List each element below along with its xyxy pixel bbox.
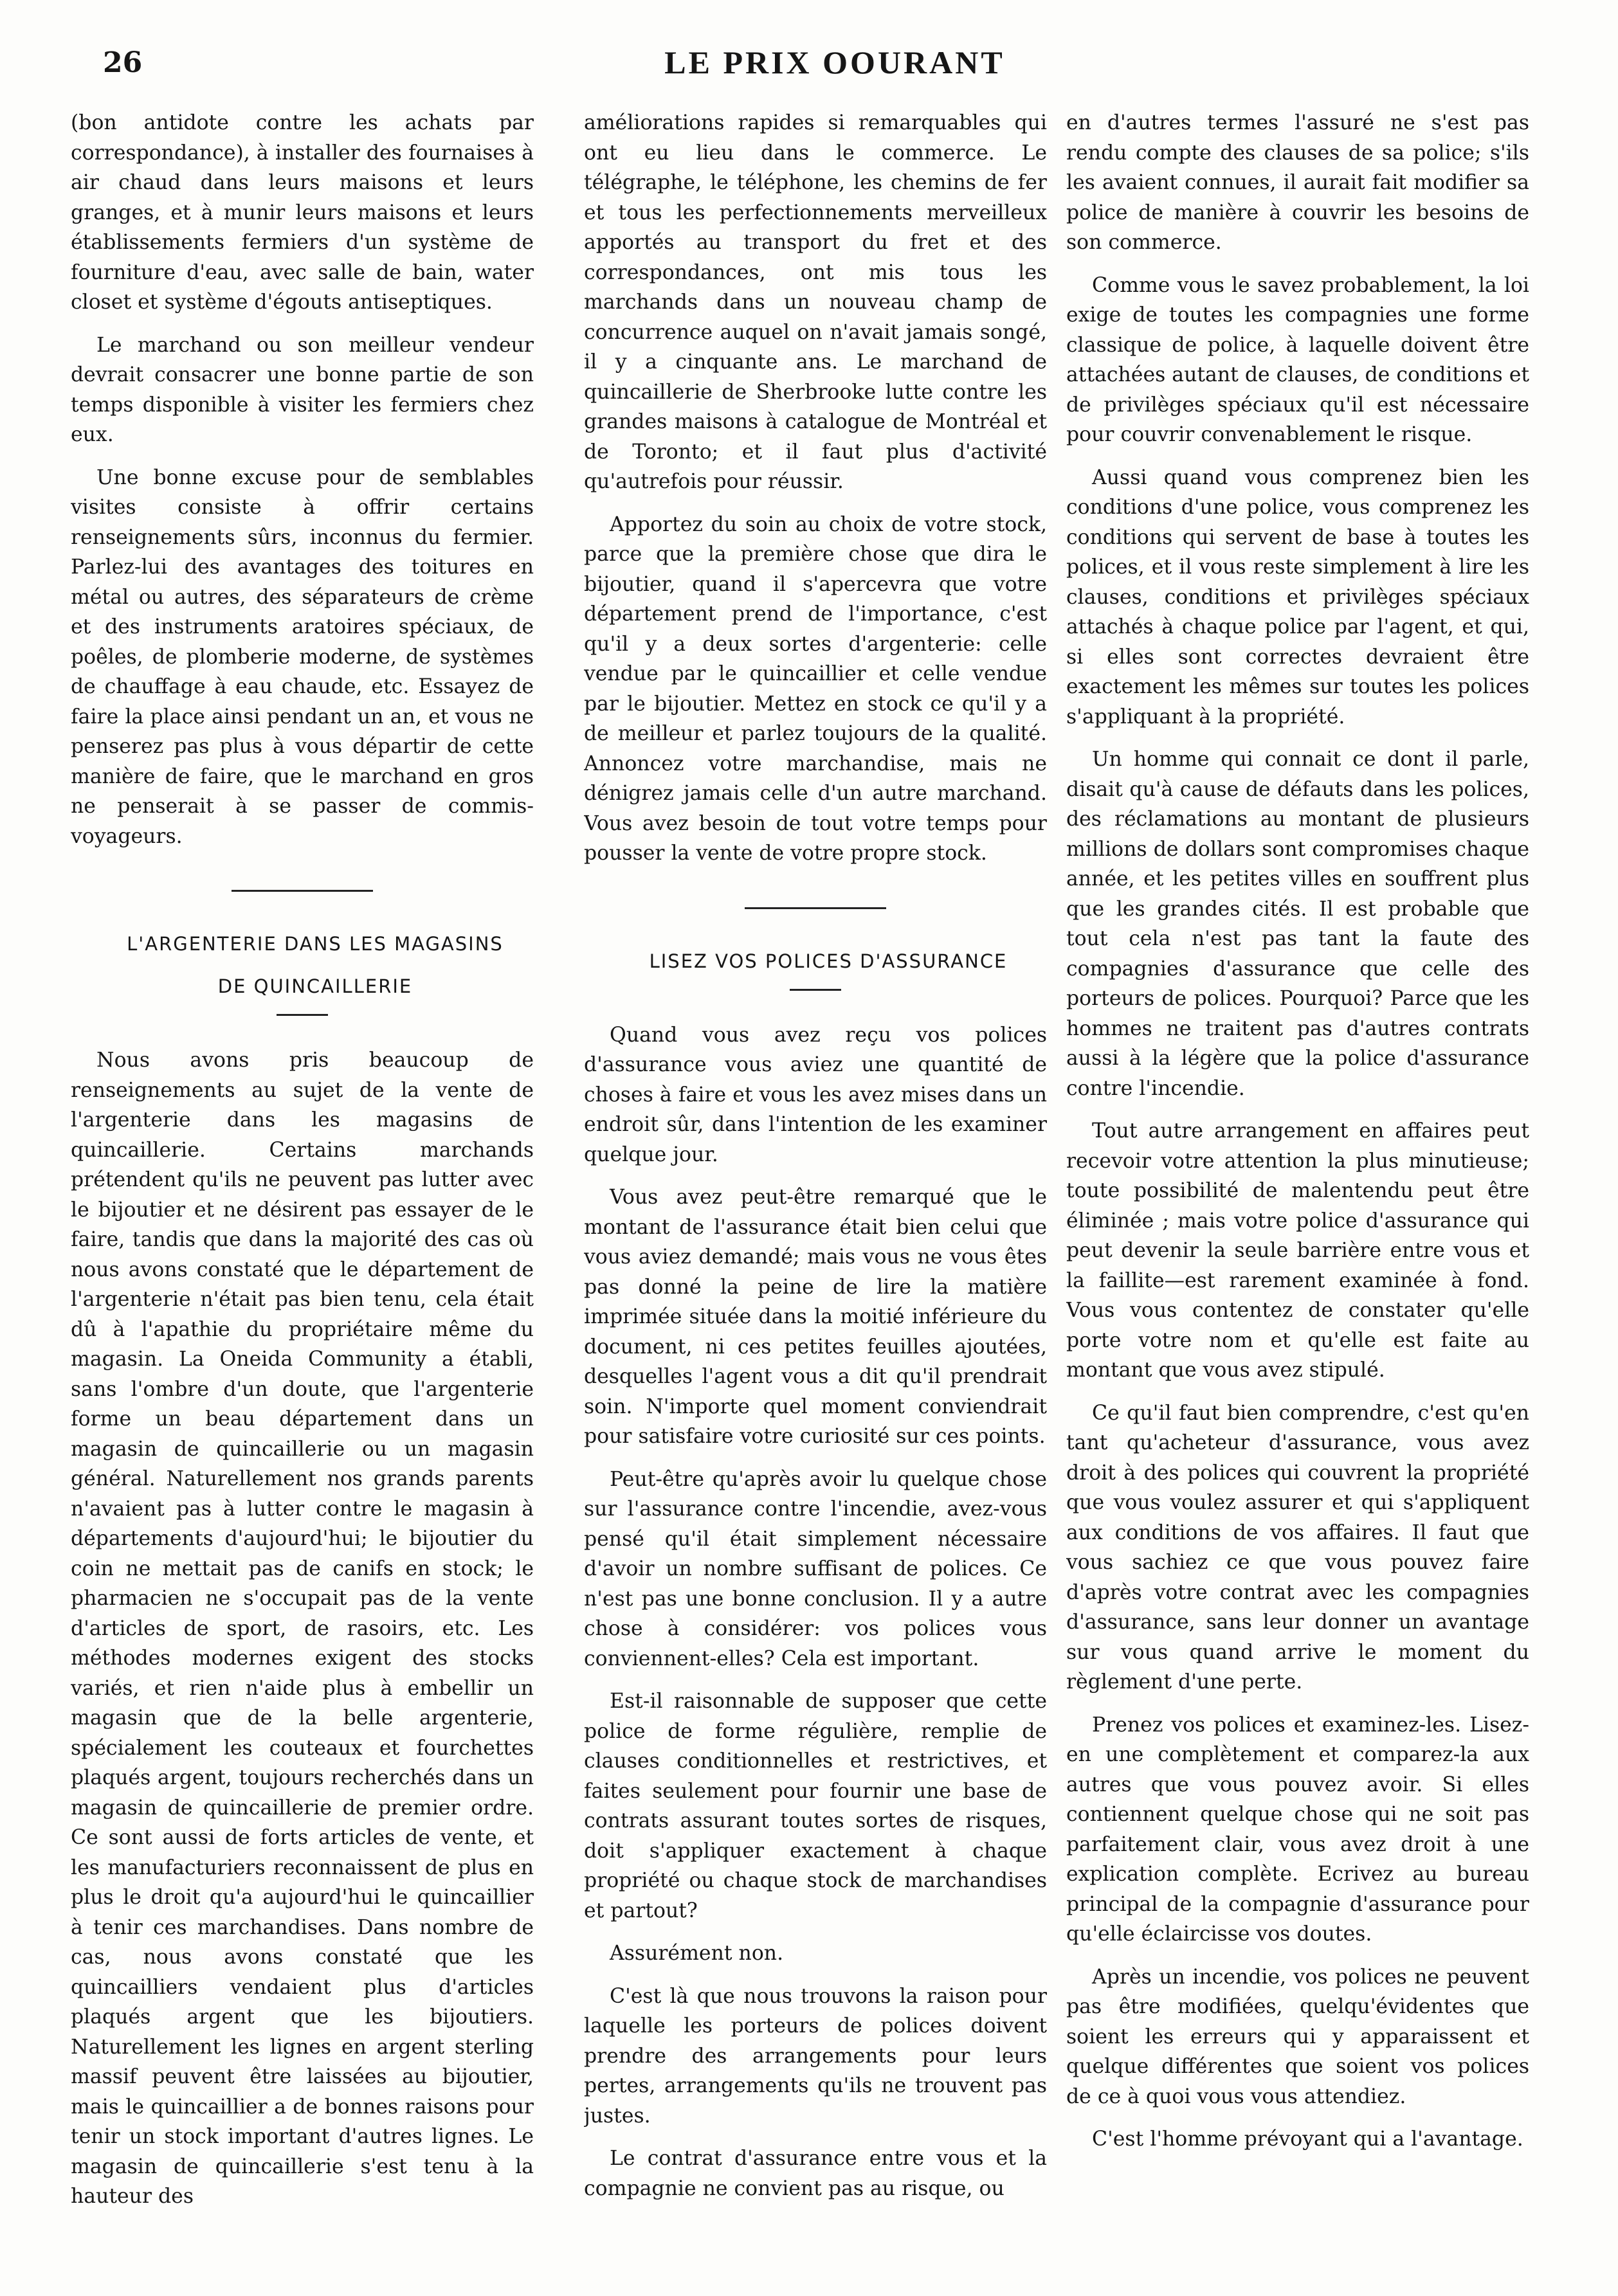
paragraph: Tout autre arrangement en affaires peut recevoir votre attention la plus minutieuse; toute possibilité de malentendu peut être éliminée ; mais votre police d'assurance qui peut devenir la seule barrière entre vous et la faillite—est rarement examinée à fond. Vous vous contentez de constater qu'elle porte votre nom et qu'elle est faite au montant que vous avez stipulé.: [1066, 1119, 1529, 1382]
paragraph: Le contrat d'assurance entre vous et la compagnie ne convient pas au risque, ou: [584, 2147, 1047, 2200]
section-divider: [232, 890, 373, 892]
paragraph: Comme vous le savez probablement, la loi exige de toutes les compagnies une forme classique de police, à laquelle doivent être attachées autant de clauses, de conditions et de privilèges spéciaux qu'il est nécessaire pour couvrir convenablement le risque.: [1066, 273, 1529, 446]
column-middle: [584, 108, 1047, 2249]
page-header: [103, 44, 1567, 95]
paragraph: Aussi quand vous comprenez bien les conditions d'une police, vous comprenez les conditions qui servent de base à toutes les polices, et il vous reste simplement à lire les clauses, conditions et privilèges spéciaux attachés à chaque police par l'agent, et qui, si elles sont correctes devraient être exactement les mêmes sur toutes les polices s'appliquant à la propriété.: [1066, 466, 1529, 728]
article-heading-line: L'ARGENTERIE DANS LES MAGASINS: [127, 933, 504, 955]
paragraph: Ce qu'il faut bien comprendre, c'est qu'en tant qu'acheteur d'assurance, vous avez droit à des polices qui couvrent la propriété que vous voulez assurer et qui s'appliquent aux conditions de vos affaires. Il faut que vous sachiez ce que vous pouvez faire d'après votre contrat avec les compagnies d'assurance, sans leur donner un avantage sur vous quand arrive le moment du règlement d'une perte.: [1066, 1401, 1529, 1694]
paragraph: Un homme qui connait ce dont il parle, disait qu'à cause de défauts dans les polices, des réclamations au montant de plusieurs millions de dollars sont compromises chaque année, et les petites villes en souffrent plus que les grandes cités. Il est probable que tout cela n'est pas tant la faute des compagnies d'assurance que celle des porteurs de polices. Pourquoi? Parce que les hommes ne traitent pas d'autres contrats aussi à la légère que la police d'assurance contre l'incendie.: [1066, 748, 1529, 1100]
article-heading: LISEZ VOS POLICES D'ASSURANCE: [649, 950, 1008, 972]
paragraph: Une bonne excuse pour de semblables visites consiste à offrir certains renseignements sûrs, inconnus du fermier. Parlez-lui des avantages des toitures en métal ou autres, des séparateurs de crème et des instruments aratoires spéciaux, de poêles, de plomberie moderne, de systèmes de chauffage à eau chaude, etc. Essayez de faire la place ainsi pendant un an, et vous ne penserez pas plus à vous départir de cette manière de faire, que le marchand en gros ne penserait à se passer de commis-voyageurs.: [71, 466, 534, 848]
section-divider: [745, 907, 886, 909]
column-right: [1066, 108, 1529, 2249]
heading-underline: [790, 989, 841, 991]
paragraph: Est-il raisonnable de supposer que cette police de forme régulière, remplie de clauses conditionnelles et restrictives, et faites seulement pour fournir une base de contrats assurant toutes sortes de risques, doit s'appliquer exactement à chaque propriété ou chaque stock de marchandises et partout?: [584, 1690, 1047, 1922]
heading-underline: [277, 1014, 328, 1016]
paragraph: (bon antidote contre les achats par correspondance), à installer des fournaises à air chaud dans leurs maisons et leurs granges, et à munir leurs maisons et leurs établissements fermiers d'un système de fourniture d'eau, avec salle de bain, water closet et système d'égouts antiseptiques.: [71, 111, 534, 314]
paragraph: améliorations rapides si remarquables qui ont eu lieu dans le commerce. Le télégraphe, le téléphone, les chemins de fer et tous les perfectionnements merveilleux apportés au transport du fret et des correspondances, ont mis tous les marchands dans un nouveau champ de concurrence auquel on n'avait jamais songé, il y a cinquante ans. Le marchand de quincaillerie de Sherbrooke lutte contre les grandes maisons à catalogue de Montréal et de Toronto; et il faut plus d'activité qu'autrefois pour réussir.: [584, 111, 1047, 493]
paragraph: C'est là que nous trouvons la raison pour laquelle les porteurs de polices doivent prendre des arrangements pour leurs pertes, arrangements qu'ils ne trouvent pas justes.: [584, 1984, 1047, 2128]
journal-title: LE PRIX OOURANT: [664, 44, 1005, 80]
paragraph: Vous avez peut-être remarqué que le montant de l'assurance était bien celui que vous aviez demandé; mais vous ne vous êtes pas donné la peine de lire la matière imprimée située dans la moitié inférieure du document, ni ces petites feuilles ajoutées, desquelles l'agent vous a dit qu'il prendrait soin. N'importe quel moment conviendrait pour satisfaire votre curiosité sur ces points.: [584, 1186, 1047, 1448]
paragraph: C'est l'homme prévoyant qui a l'avantage.: [1092, 2128, 1523, 2151]
paragraph: Assurément non.: [610, 1942, 784, 1965]
paragraph: Après un incendie, vos polices ne peuvent pas être modifiées, quelqu'évidentes que soient les erreurs qui y apparaissent et quelque différentes que soient vos polices de ce à quoi vous vous attendiez.: [1066, 1965, 1529, 2108]
paragraph: Peut-être qu'après avoir lu quelque chose sur l'assurance contre l'incendie, avez-vous pensé qu'il était simplement nécessaire d'avoir un nombre suffisant de polices. Ce n'est pas une bonne conclusion. Il y a autre chose à considérer: vos polices vous conviennent-elles? Cela est important.: [584, 1467, 1047, 1670]
paragraph: Apportez du soin au choix de votre stock, parce que la première chose que dira le bijoutier, quand il s'apercevra que votre département prend de l'importance, c'est qu'il y a deux sortes d'argenterie: celle vendue par le quincaillier et celle vendue par le bijoutier. Mettez en stock ce qu'il y a de meilleur et parlez toujours de la qualité. Annoncez votre marchandise, mais ne dénigrez jamais celle d'un autre marchand. Vous avez besoin de tout votre temps pour pousser la vente de votre propre stock.: [584, 512, 1047, 865]
paragraph: Nous avons pris beaucoup de renseignements au sujet de la vente de l'argenterie dans les magasins de quincaillerie. Certains marchands prétendent qu'ils ne peuvent pas lutter avec le bijoutier et ne désirent pas essayer de le faire, tandis que dans la majorité des cas où nous avons constaté que le département de l'argenterie n'était pas bien tenu, cela était dû à l'apathie du propriétaire même du magasin. La Oneida Community a établi, sans l'ombre d'un doute, que l'argenterie forme un beau département dans un magasin de quincaillerie ou un magasin général. Naturellement nos grands parents n'avaient pas à lutter contre le magasin à départements d'aujourd'hui; le bijoutier du coin ne mettait pas de canifs en stock; le pharmacien ne s'occupait pas de la vente d'articles de sport, de rasoirs, etc. Les méthodes modernes exigent des stocks variés, et rien n'aide plus à embellir un magasin que de la belle argenterie, spécialement les couteaux et fourchettes plaqués argent, toujours recherchés dans un magasin de quincaillerie de premier ordre. Ce sont aussi de forts articles de vente, et les manufacturiers reconnaissent de plus en plus le droit qu'a aujourd'hui le quincaillier à tenir ces marchandises. Dans nombre de cas, nous avons constaté que les quincailliers vendaient plus d'articles plaqués argent que les bijoutiers. Naturellement les lignes en argent sterling massif peuvent être laissées au bijoutier, mais le quincaillier a de bonnes raisons pour tenir un stock important d'autres lignes. Le magasin de quincaillerie s'est tenu à la hauteur des: [71, 1049, 534, 2208]
paragraph: Prenez vos polices et examinez-les. Lisez-en une complètement et comparez-la aux autres que vous pouvez avoir. Si elles contiennent quelque chose qui ne soit pas parfaitement clair, vous avez droit à une explication complète. Ecrivez au bureau principal de la compagnie d'assurance pour qu'elle éclaircisse vos doutes.: [1066, 1713, 1529, 1946]
page-number: 26: [103, 46, 143, 79]
column-left: [71, 108, 534, 2249]
paragraph: Le marchand ou son meilleur vendeur devrait consacrer une bonne partie de son temps disponible à visiter les fermiers chez eux.: [71, 333, 534, 446]
article-heading-line: DE QUINCAILLERIE: [217, 975, 413, 997]
paragraph: en d'autres termes l'assuré ne s'est pas rendu compte des clauses de sa police; s'ils les avaient connues, il aurait fait modifier sa police de manière à couvrir les besoins de son commerce.: [1066, 111, 1529, 254]
paragraph: Quand vous avez reçu vos polices d'assurance vous aviez une quantité de choses à faire et vous les avez mises dans un endroit sûr, dans l'intention de les examiner quelque jour.: [584, 1023, 1047, 1166]
